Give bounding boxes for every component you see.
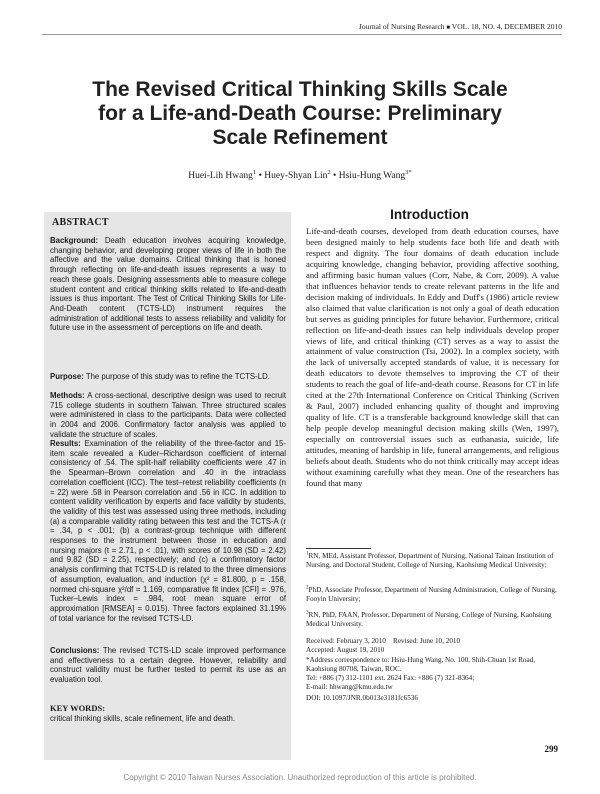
author-list: [40, 168, 560, 181]
author-affiliation-mark: 2: [327, 168, 331, 176]
abstract-methods-text: A cross-sectional, descriptive design was used to recruit 715 college students in southern Taiwan. Three structured scales were administered in class to the participants. Data were collected in 2004 and 2006. Confirmatory factor analysis was applied to validate the structure of scales.: [50, 391, 286, 439]
footnote-divider: [306, 548, 371, 549]
journal-volume: VOL. 18, NO. 4, DECEMBER 2010: [451, 22, 562, 31]
footnote-text: PhD, Associate Professor, Department of Nursing Administration, College of Nursing, Fooyin University;: [306, 586, 557, 603]
abstract-methods: [50, 391, 286, 440]
introduction-body: Life-and-death courses, developed from death education courses, have been designed mainly to help students face both life and death with respect and dignity. The four domains of death education include acquiring knowledge, changing behavior, providing affective soothing, and affirming basic human values (Corr, Nabe, & Corr, 2009). A value that influences behavior tends to create relevant patterns in the life and decision making of individuals. In Eddy and Duff's (1986) article review also claimed that value clarification is not only a goal of death education but serves as guiding principles for future behavior. Furthermore, critical reflection on life-and-death issues can help individuals develop proper views of life, and critical thinking (CT) serves as a way to assist the attainment of value construction (Tsi, 2002). In a complex society, with the lack of universally accepted standards of value, it is necessary for death educators to devote themselves to improving the CT of their students to reach the goal of life-and-death course. Reasons for CT in life cited at the 27th International Conference on Critical Thinking (Scriven & Paul, 2007) included enhancing quality of thought and improving quality of life. CT is a transferable background knowledge skill that can help people develop meaningful decision making skills (Wen, 1997), especially on controversial issues such as euthanasia, suicide, life attitudes, meaning of hardship in life, funeral arrangements, and religious beliefs about death. Students who do not think critically may accept ideas without examining carefully what they mean. One of the researchers has found that many: [306, 226, 559, 488]
abstract-background: [50, 236, 286, 333]
abstract-conclusions-label: Conclusions:: [50, 646, 100, 655]
abstract-purpose-text: The purpose of this study was to refine the TCTS-LD.: [85, 372, 270, 381]
abstract-methods-label: Methods:: [50, 391, 85, 400]
journal-header: [359, 22, 562, 31]
doi: DOI: 10.1097/JNR.0b013e3181fc6536: [306, 694, 418, 702]
footnote-text: RN, PhD, FAAN, Professor, Department of Nursing, College of Nursing, Kaohsiung Medical University.: [306, 611, 552, 628]
abstract-results-text: Examination of the reliability of the three-factor and 15-item scale revealed a Kuder–Richardson coefficient of internal consistency of .54. The split-half reliability coefficients were .47 in the Spearman–Brown correlation and .40 in the intraclass correlation coefficient (ICC). The test–retest reliability coefficients (n = 22) were .58 in Pearson correlation and .56 in ICC. In addition to content validity verification by experts and face validity by students, the validity of this test was assessed using three methods, including (a) a comparable validity rating between this test and the TCTS-A (r = .34, p < .001; (b) a contrast-group technique with different responses to the instrument between those in education and nursing majors (t = 2.71, p < .01), with scores of 10.98 (SD = 2.42) and 9.82 (SD = 2.25), respectively; and (c) a confirmatory factor analysis confirming that TCTS-LD is related to the three dimensions of assumption, evaluation, and induction (χ² = 81.800, p = .158, normed chi-square χ²/df = 1.169, comparative fit index [CFI] = .976, Tucker–Lewis index = .984, root mean square error of approximation [RMSEA] = 0.015). Three factors explained 31.19% of total variance for the revised TCTS-LD.: [50, 439, 286, 623]
abstract-background-text: Death education involves acquiring knowledge, changing behavior, and developing proper views of life in both the affective and the value domains. Critical thinking that is honed through reflecting on life-and-death issues represents a way to reach these goals. Designing assessments able to measure college student content and critical thinking skills related to life-and-death issues is thus important. The Test of Critical Thinking Skills for Life-And-Death content (TCTS-LD) instrument requires the administration of additional tests to assess reliability and validity for future use in the assessment of perceptions on life and death.: [50, 236, 286, 333]
footnote-affiliation-1: [306, 552, 559, 570]
footnote-text: RN, MEd, Assistant Professor, Department of Nursing, National Tainan Institution of Nursing, and Doctoral Student, College of Nursing, Kaohsiung Medical University;: [306, 552, 554, 569]
footnote-mark: 2: [306, 585, 309, 591]
abstract-purpose: [50, 372, 286, 382]
abstract-purpose-label: Purpose:: [50, 372, 84, 381]
abstract-conclusions-text: The revised TCTS-LD scale improved performance and effectiveness to a certain degree. However, reliability and construct validity must be further tested to permit its use as an evaluation tool.: [50, 646, 286, 685]
header-separator-icon: ■: [446, 25, 451, 31]
footnote-mark: 1: [306, 551, 309, 557]
author-affiliation-mark: 3*: [405, 168, 412, 176]
abstract-results: [50, 439, 286, 623]
title-line: Scale Refinement: [212, 126, 388, 149]
copyright-notice: Copyright © 2010 Taiwan Nurses Association. Unauthorized reproduction of this article is prohibited.: [123, 773, 477, 782]
title-line: The Revised Critical Thinking Skills Scale: [92, 78, 508, 101]
correspondence-address: *Address correspondence to: Hsiu-Hung Wang, No. 100, Shih-Chuan 1st Road, Kaohsiung 80708, Taiwan, ROC.: [306, 656, 536, 673]
introduction-heading: Introduction: [390, 207, 469, 222]
abstract-background-label: Background:: [50, 236, 99, 245]
page-number: 299: [544, 744, 558, 754]
author-separator: •: [258, 171, 262, 181]
abstract-results-label: Results:: [50, 439, 81, 448]
author-affiliation-mark: 1: [252, 168, 257, 176]
title-line: for a Life-and-Death Course: Preliminary: [98, 102, 502, 125]
article-title: [40, 78, 560, 150]
abstract-heading: ABSTRACT: [52, 217, 109, 228]
footnote-mark: 3: [306, 610, 309, 616]
journal-name: Journal of Nursing Research: [358, 22, 445, 31]
header-divider: [42, 34, 562, 35]
keywords-label: KEY WORDS:: [50, 703, 106, 713]
footnote-affiliation-2: [306, 586, 559, 604]
contact-phone-fax: Tel: +886 (7) 312-1101 ext. 2624 Fax: +886 (7) 321-8364;: [306, 674, 475, 682]
footnote-affiliation-3: [306, 611, 559, 629]
author-name: Hsiu-Hung Wang: [338, 171, 406, 181]
abstract-conclusions: [50, 646, 286, 685]
keywords-text: critical thinking skills, scale refinement, life and death.: [50, 714, 236, 723]
author-name: Huey-Shyan Lin: [264, 171, 328, 181]
author-name: Huei-Lih Hwang: [188, 171, 253, 181]
contact-email: E-mail: hhwang@kmu.edu.tw: [306, 683, 393, 691]
received-revised-dates: Received: February 3, 2010 Revised: June 10, 2010: [306, 637, 461, 645]
author-separator: •: [333, 171, 337, 181]
accepted-date: Accepted: August 19, 2010: [306, 646, 385, 654]
